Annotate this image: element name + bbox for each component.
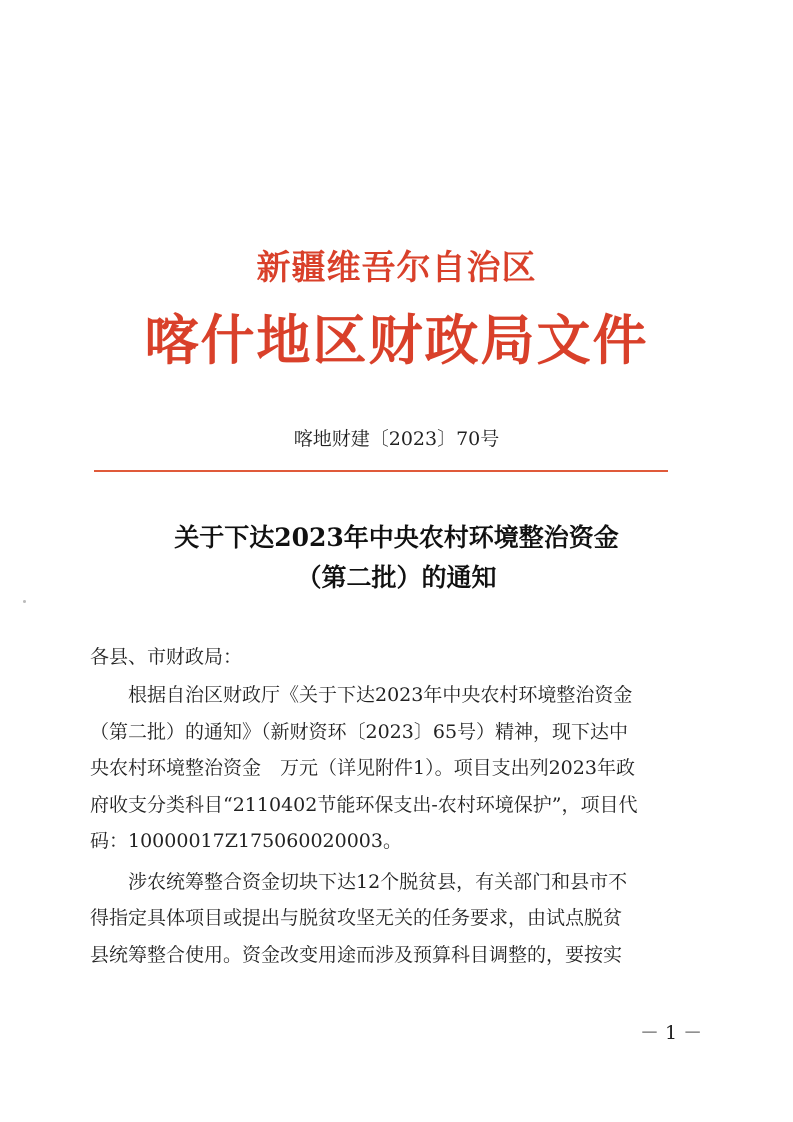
paragraph-line: 央农村环境整治资金 万元（详见附件1）。项目支出列2023年政 — [90, 757, 635, 779]
red-divider — [94, 470, 668, 472]
paragraph-line: （第二批）的通知》（新财资环〔2023〕65号）精神，现下达中 — [90, 720, 629, 743]
paragraph-line: 根据自治区财政厅《关于下达2023年中央农村环境整治资金 — [128, 684, 633, 706]
paragraph-1 — [90, 677, 690, 860]
title-line-1: 关于下达2023年中央农村环境整治资金 — [174, 523, 619, 552]
doc-number: 喀地财建〔2023〕70号 — [293, 428, 500, 450]
paragraph-line: 得指定具体项目或提出与脱贫攻坚无关的任务要求，由试点脱贫 — [90, 907, 623, 929]
paragraph-line: 府收支分类科目“2110402节能环保支出-农村环境保护”，项目代 — [90, 793, 638, 816]
header-region: 新疆维吾尔自治区 — [256, 248, 537, 288]
notice-title — [0, 518, 793, 598]
title-line-2: （第二批）的通知 — [296, 563, 497, 592]
paragraph-line: 县统筹整合使用。资金改变用途而涉及预算科目调整的，要按实 — [90, 943, 623, 966]
paragraph-line: 码：10000017Z175060020003。 — [90, 830, 402, 852]
scan-speck — [23, 600, 26, 603]
salutation: 各县、市财政局： — [90, 646, 243, 668]
paragraph-line: 涉农统筹整合资金切块下达12个脱贫县，有关部门和县市不 — [128, 870, 628, 893]
paragraph-2 — [90, 864, 690, 974]
body-text — [90, 677, 690, 977]
page-number: － 1 － — [640, 1022, 703, 1044]
header-agency: 喀什地区财政局文件 — [144, 309, 649, 372]
